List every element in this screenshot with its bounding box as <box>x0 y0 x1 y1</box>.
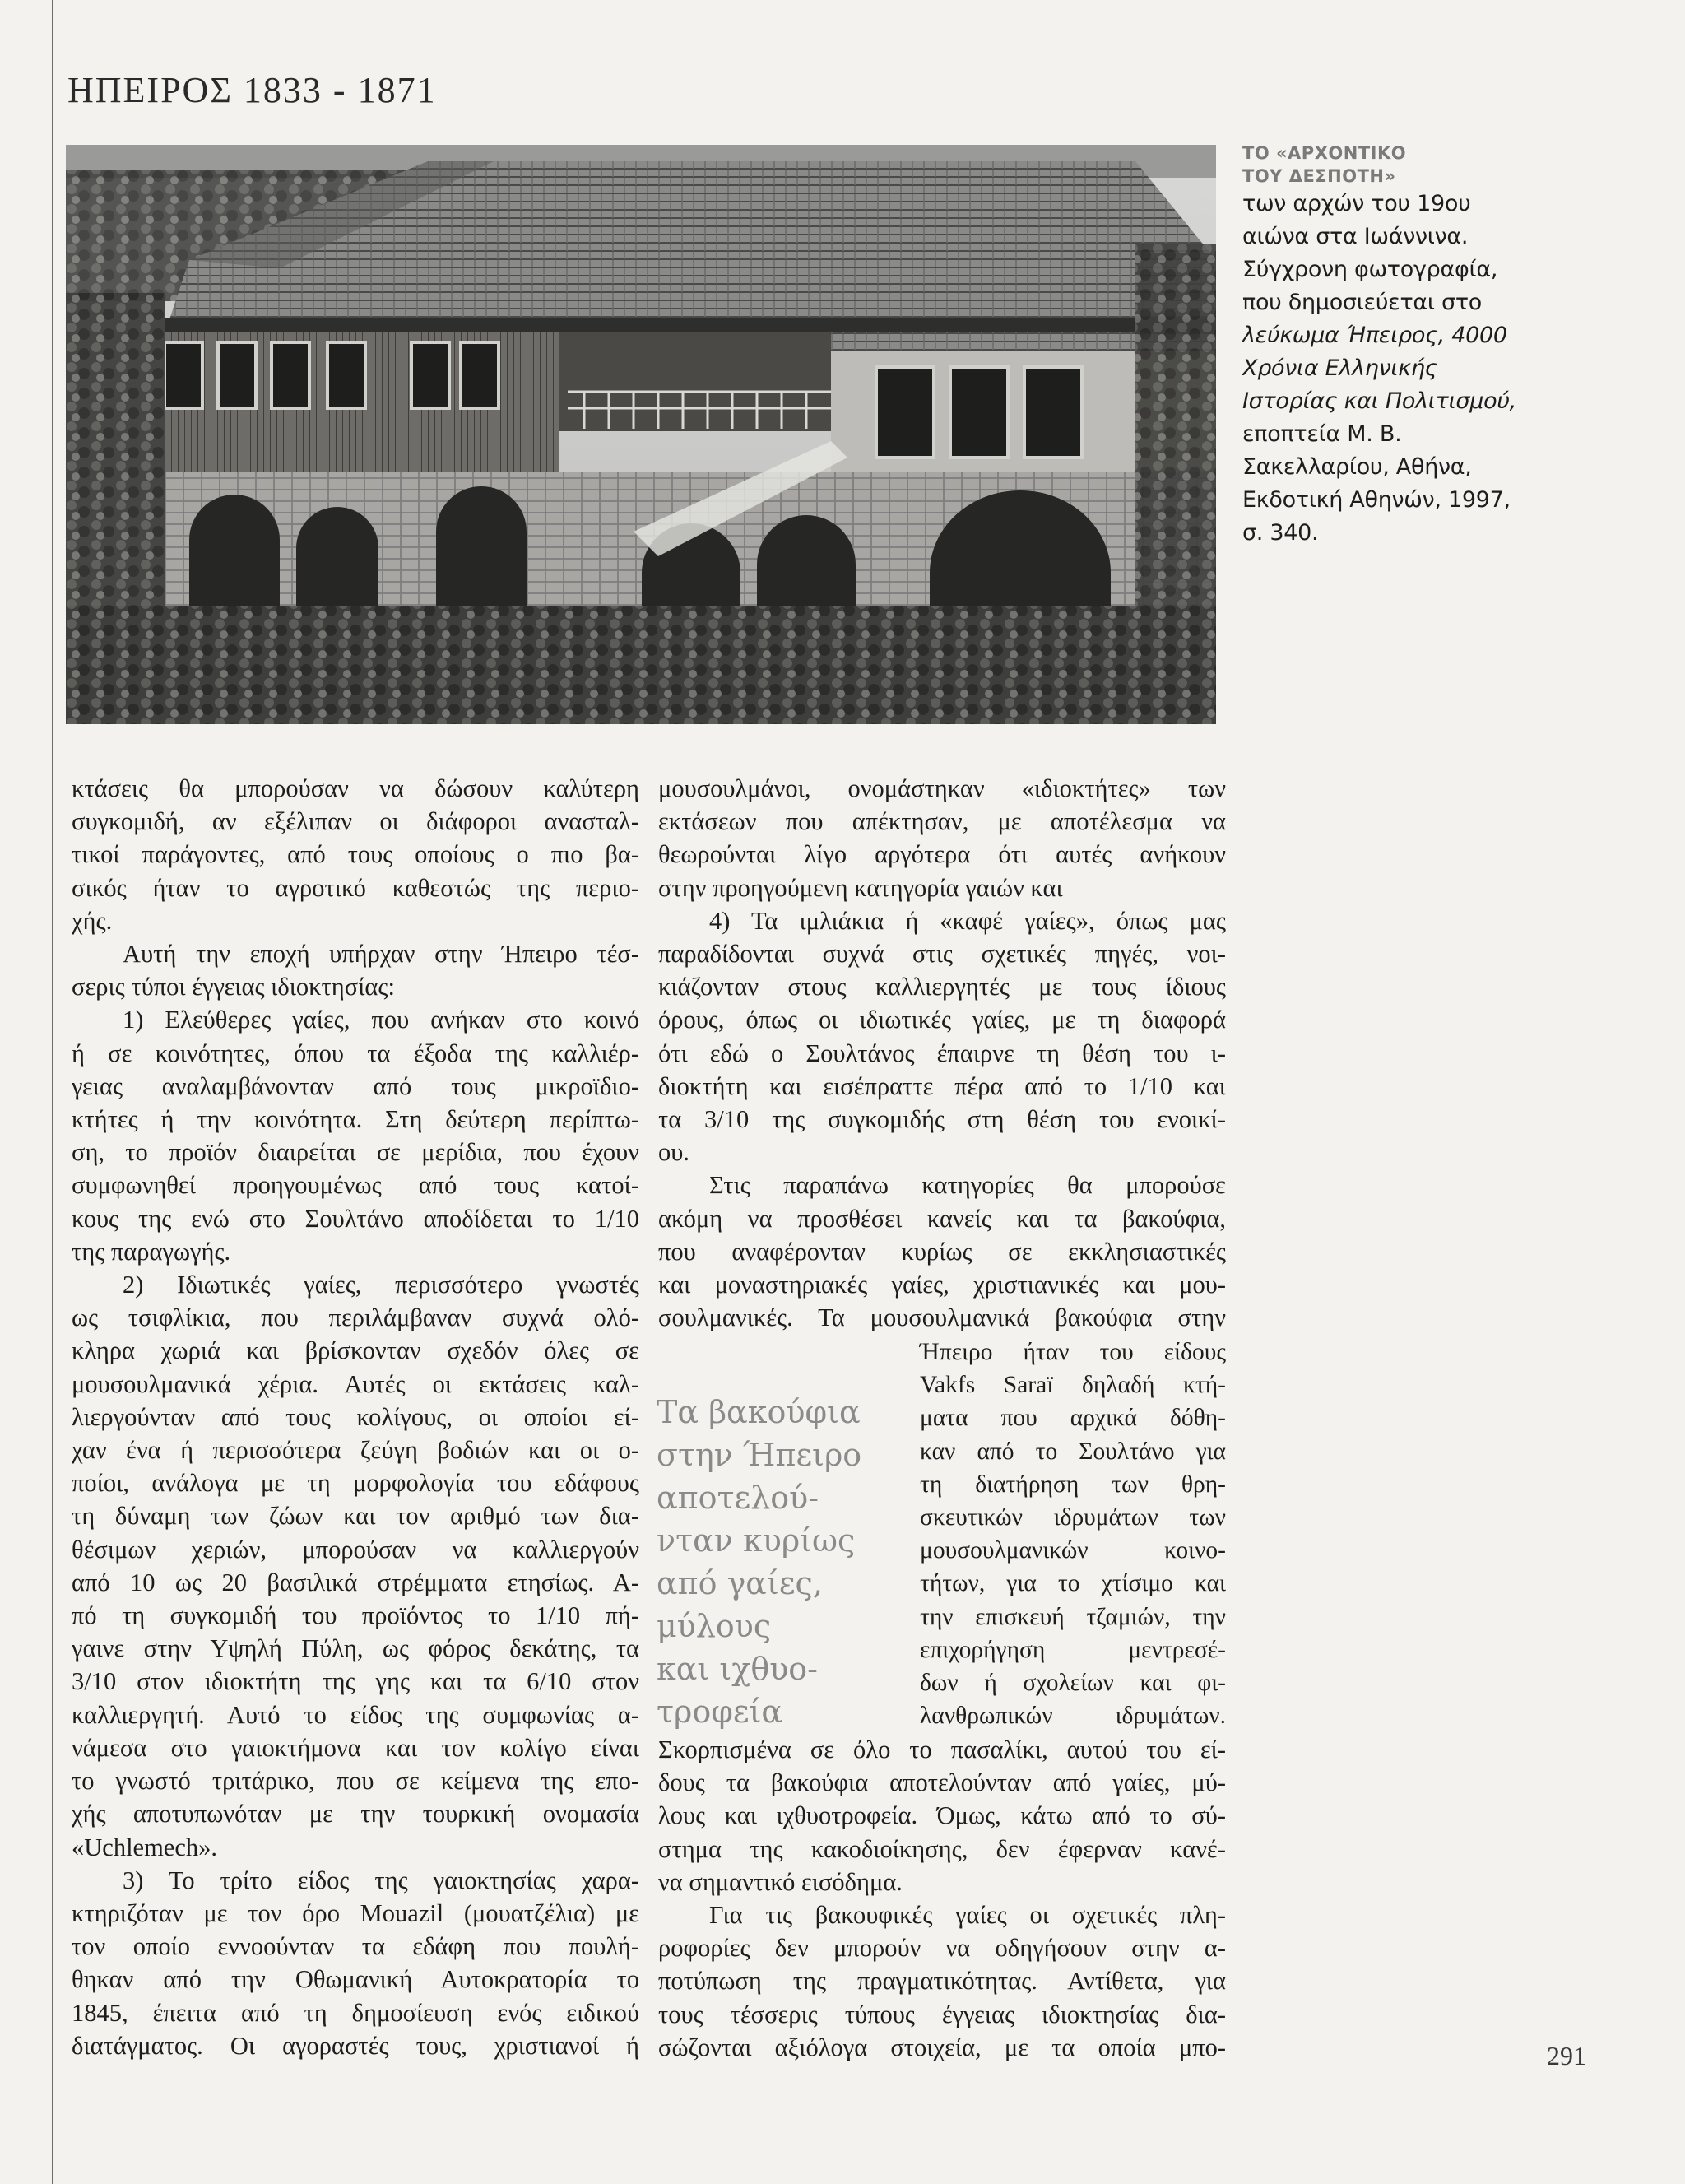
body-line: χαν ένα ή περισσότερα ζεύγη βοδιών και οι ο- <box>72 1436 639 1465</box>
body-line: σερις τύποι έγγειας ιδιοκτησίας: <box>72 973 395 1001</box>
body-line: ροφορίες δεν μπορούν να οδηγήσουν στην α- <box>658 1934 1226 1963</box>
caption-line: των αρχών του 19ου <box>1242 191 1471 216</box>
caption-line: αιώνα στα Ιωάννινα. <box>1242 224 1469 249</box>
body-line: ποίοι, ανάλογα με τη μορφολογία του εδάφους <box>72 1469 639 1498</box>
body-line: καλλιεργητή. Αυτό το είδος της συμφωνίας α- <box>72 1700 639 1729</box>
body-line: τη δύναμη των ζώων και τον αριθμό των δια- <box>72 1502 639 1531</box>
body-line: ματα που αρχικά δόθη- <box>920 1405 1226 1432</box>
body-line: διατάγματος. Οι αγοραστές τους, χριστιανοί ή <box>72 2031 639 2060</box>
caption-line: σ. 340. <box>1242 520 1319 546</box>
pull-quote-line: στην Ήπειρο <box>657 1437 862 1473</box>
body-line: επιχορήγηση μεντρεσέ- <box>920 1636 1226 1663</box>
body-line: λους και ιχθυοτροφεία. Όμως, κάτω από το σύ- <box>658 1801 1226 1830</box>
body-line: Vakfs Saraï δηλαδή κτή- <box>920 1372 1226 1399</box>
body-line: ποτύπωση της πραγματικότητας. Αντίθετα, για <box>658 1967 1226 1996</box>
body-line: δους τα βακούφια αποτελούνταν από γαίες, μύ- <box>658 1768 1226 1797</box>
body-line: 3) Το τρίτο είδος της γαιοκτησίας χαρα- <box>123 1866 639 1894</box>
caption-line: εποπτεία Μ. Β. <box>1242 421 1402 447</box>
body-line: ως τσιφλίκια, που περιλάμβαναν συχνά ολό- <box>72 1303 639 1332</box>
body-line: κους της ενώ στο Σουλτάνο αποδίδεται το 1/10 <box>72 1204 639 1233</box>
body-line: σώζονται αξιόλογα στοιχεία, με τα οποία μπο- <box>658 2033 1226 2061</box>
pull-quote-line: νταν κυρίως <box>657 1522 856 1559</box>
body-line: εκτάσεων που απέκτησαν, με αποτέλεσμα να <box>658 807 1226 836</box>
caption-line: Εκδοτική Αθηνών, 1997, <box>1242 487 1511 513</box>
body-line: λιεργούνταν από τους κολίγους, οι οποίοι εί- <box>72 1402 639 1431</box>
body-line: ση, το προϊόν διαιρείται σε μερίδια, που έχουν <box>72 1138 639 1167</box>
body-line: κτήτες ή την κοινότητα. Στη δεύτερη περίπτω- <box>72 1105 639 1134</box>
body-line: 4) Τα ιμλιάκια ή «καφέ γαίες», όπως μας <box>709 906 1226 935</box>
body-column-right-narrow <box>920 1336 1226 1732</box>
body-line: Αυτή την εποχή υπήρχαν στην Ήπειρο τέσ- <box>123 940 639 969</box>
body-line: σικός ήταν το αγροτικό καθεστώς της περιο- <box>72 873 639 902</box>
body-line: συμφωνηθεί προηγουμένως από τους κατοί- <box>72 1171 639 1200</box>
body-line: στην προηγούμενη κατηγορία γαιών και <box>658 873 1063 902</box>
pull-quote-line: τροφεία <box>657 1694 783 1730</box>
margin-rule <box>52 0 53 2184</box>
caption-body <box>1242 188 1539 550</box>
body-line: «Uchlemech». <box>72 1833 217 1861</box>
body-line: να σημαντικό εισόδημα. <box>658 1867 903 1896</box>
body-line: συγκομιδή, αν εξέλιπαν οι διάφοροι ανασταλ- <box>72 807 639 836</box>
body-line: χής αποτυπωνόταν με την τουρκική ονομασία <box>72 1800 639 1829</box>
body-line: τους τέσσερις τύπους έγγειας ιδιοκτησίας δια- <box>658 2000 1226 2028</box>
body-line: παραδίδονται συχνά στις σχετικές πηγές, νοι- <box>658 940 1226 969</box>
body-line: Στις παραπάνω κατηγορίες θα μπορούσε <box>709 1171 1226 1200</box>
body-line: σουλμανικές. Τα μουσουλμανικά βακούφια στην <box>658 1303 1226 1332</box>
body-line: διοκτήτη και εισέπραττε πέρα από το 1/10 και <box>658 1071 1226 1100</box>
caption-line: Ιστορίας και Πολιτισμού, <box>1242 388 1516 414</box>
body-line: 3/10 στον ιδιοκτήτη της γης και τα 6/10 στον <box>72 1667 639 1696</box>
body-line: θεωρούνται λίγο αργότερα ότι αυτές ανήκουν <box>658 840 1226 869</box>
photo-caption <box>1242 142 1539 550</box>
body-line: πό τη συγκομιδή του προϊόντος το 1/10 πή- <box>72 1601 639 1630</box>
caption-line: Χρόνια Ελληνικής <box>1242 355 1438 381</box>
pull-quote-line: Τα βακούφια <box>657 1394 861 1430</box>
body-line: 2) Ιδιωτικές γαίες, περισσότερο γνωστές <box>123 1271 639 1299</box>
body-line: όρους, όπως οι ιδιωτικές γαίες, με τη διαφορά <box>658 1006 1226 1034</box>
body-line: γειας αναλαμβάνονταν από τους μικροϊδιο- <box>72 1071 639 1100</box>
body-line: 1845, έπειτα από τη δημοσίευση ενός ειδικού <box>72 1998 639 2027</box>
pull-quote-line: μύλους <box>657 1608 772 1644</box>
body-line: κτάσεις θα μπορούσαν να δώσουν καλύτερη <box>72 774 639 802</box>
body-line: από 10 ως 20 βασιλικά στρέμματα ετησίως. Α- <box>72 1568 639 1596</box>
caption-line: λεύκωμα Ήπειρος, 4000 <box>1242 323 1507 348</box>
body-line: ότι εδώ ο Σουλτάνος έπαιρνε τη θέση του ι- <box>658 1039 1226 1067</box>
body-line: θέσιμων χεριών, μπορούσαν να καλλιεργούν <box>72 1535 639 1564</box>
pull-quote-line: αποτελού- <box>657 1480 819 1516</box>
body-line: τον οποίο εννοούνταν τα εδάφη που πουλή- <box>72 1932 639 1961</box>
body-line: ου. <box>658 1138 689 1167</box>
body-line: ακόμη να προσθέσει κανείς και τα βακούφια, <box>658 1204 1226 1233</box>
body-line: κληρα χωριά και βρίσκονταν σχεδόν όλες σε <box>72 1336 639 1365</box>
running-head: ΗΠΕΙΡΟΣ 1833 - 1871 <box>67 70 437 110</box>
caption-title: ΤΟ «ΑΡΧΟΝΤΙΚΟ ΤΟΥ ΔΕΣΠΟΤΗ» <box>1242 143 1407 186</box>
body-line: τα 3/10 της συγκομιδής στη θέση του ενοικί- <box>658 1105 1226 1134</box>
body-line: τήτων, για το χτίσιμο και <box>920 1570 1226 1597</box>
body-line: Για τις βακουφικές γαίες οι σχετικές πλη- <box>709 1901 1226 1930</box>
mansion-photo-icon <box>66 145 1216 724</box>
body-line: Ήπειρο ήταν του είδους <box>920 1339 1226 1365</box>
mansion-photo <box>66 145 1216 724</box>
body-line: μουσουλμανικά χέρια. Αυτές οι εκτάσεις καλ- <box>72 1369 639 1398</box>
pull-quote-line: και ιχθυο- <box>657 1651 819 1687</box>
body-line: θηκαν από την Οθωμανική Αυτοκρατορία το <box>72 1965 639 1994</box>
body-column-left <box>72 772 639 2062</box>
body-line: χής. <box>72 906 113 935</box>
body-line: 1) Ελεύθερες γαίες, που ανήκαν στο κοινό <box>123 1006 639 1034</box>
caption-line: Σύγχρονη φωτογραφία, <box>1242 257 1498 282</box>
body-line: καν από το Σουλτάνο για <box>920 1438 1226 1465</box>
body-line: τικοί παράγοντες, από τους οποίους ο πιο βα- <box>72 840 639 869</box>
body-line: κτηριζόταν με τον όρο Mouazil (μουατζέλια) με <box>72 1898 639 1927</box>
body-line: της παραγωγής. <box>72 1237 231 1266</box>
body-line: σκευτικών ιδρυμάτων των <box>920 1504 1226 1531</box>
body-line: τη διατήρηση των θρη- <box>920 1471 1226 1498</box>
body-line: γαινε στην Υψηλή Πύλη, ως φόρος δεκάτης, τα <box>72 1634 639 1663</box>
body-line: λανθρωπικών ιδρυμάτων. <box>920 1703 1226 1730</box>
body-line: μουσουλμανικών κοινο- <box>920 1537 1226 1564</box>
body-line: Σκορπισμένα σε όλο το πασαλίκι, αυτού του εί- <box>658 1736 1226 1763</box>
body-column-right <box>658 772 1226 1334</box>
body-line: δων ή σχολείων και φι- <box>920 1670 1226 1697</box>
body-line: νάμεσα στο γαιοκτήμονα και τον κολίγο είναι <box>72 1733 639 1762</box>
body-line: ή σε κοινότητες, όπου τα έξοδα της καλλιέρ- <box>72 1039 639 1067</box>
body-line: που αναφέρονταν κυρίως σε εκκλησιαστικές <box>658 1237 1226 1266</box>
body-line: στημα της κακοδιοίκησης, δεν έφερναν κανέ- <box>658 1834 1226 1863</box>
body-line: το γνωστό τριτάρικο, που σε κείμενα της επο- <box>72 1767 639 1796</box>
pull-quote <box>657 1391 895 1733</box>
body-line: την επισκευή τζαμιών, την <box>920 1603 1226 1630</box>
caption-line: Σακελλαρίου, Αθήνα, <box>1242 454 1472 480</box>
body-line: κιάζονταν στους καλλιεργητές με τους ίδιους <box>658 973 1226 1001</box>
page-number: 291 <box>1547 2041 1586 2070</box>
body-line: μουσουλμάνοι, ονομάστηκαν «ιδιοκτήτες» των <box>658 774 1226 802</box>
body-column-right-bottom <box>658 1733 1226 2064</box>
body-line: και μοναστηριακές γαίες, χριστιανικές και μου- <box>658 1271 1226 1299</box>
caption-line: που δημοσιεύεται στο <box>1242 290 1483 315</box>
pull-quote-line: από γαίες, <box>657 1565 823 1601</box>
